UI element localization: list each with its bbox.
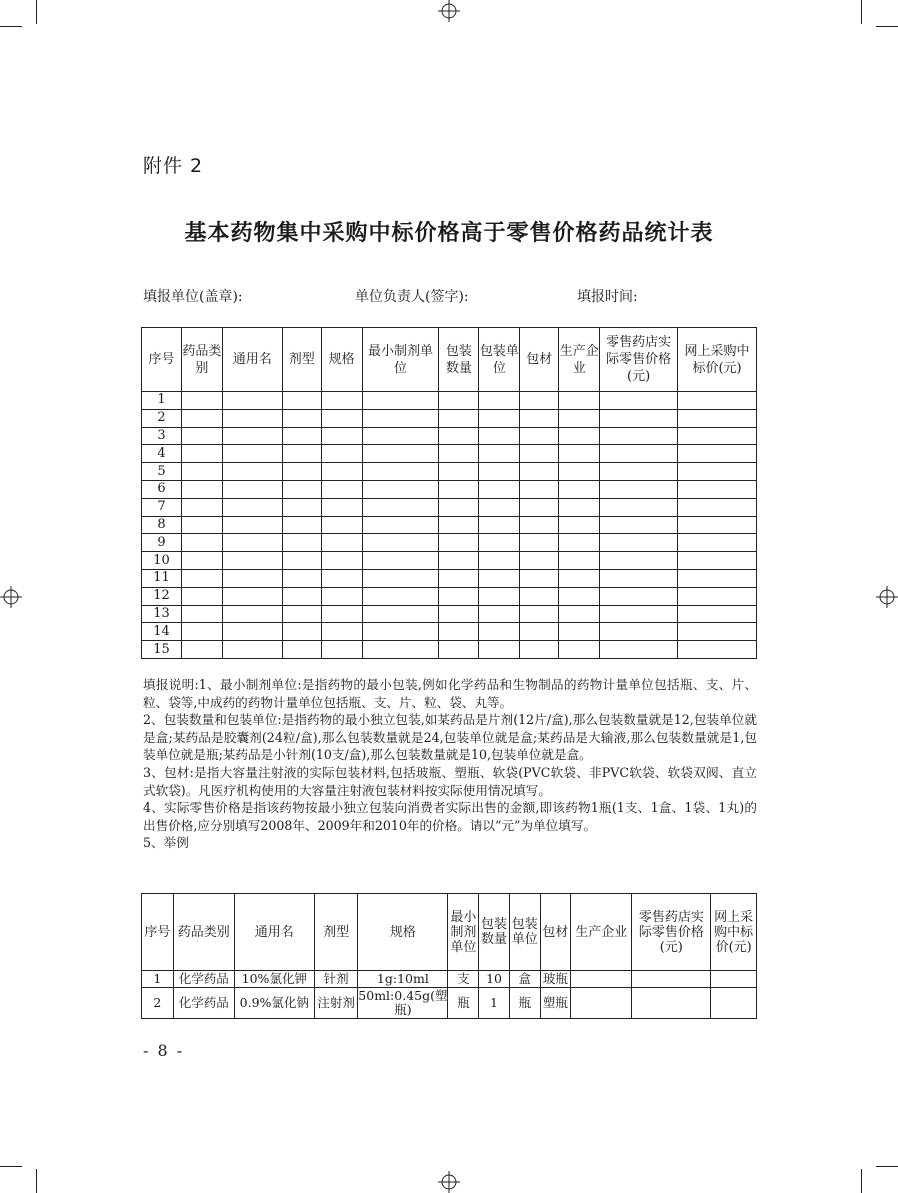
statistics-table <box>141 327 757 659</box>
table-header-cell: 最小制剂单位 <box>362 328 439 392</box>
table-cell <box>559 480 600 498</box>
table-cell <box>282 605 321 623</box>
crop-mark <box>0 26 22 27</box>
table-cell <box>632 988 711 1019</box>
row-number-cell: 2 <box>142 409 182 427</box>
table-header-cell: 包装单位 <box>509 894 540 971</box>
table-cell <box>181 480 222 498</box>
table-cell <box>362 445 439 463</box>
page-title: 基本药物集中采购中标价格高于零售价格药品统计表 <box>184 220 714 246</box>
table-cell: 支 <box>448 971 479 988</box>
table-row <box>142 552 757 570</box>
table-cell <box>678 587 757 605</box>
table-cell <box>600 623 678 641</box>
table-cell <box>559 552 600 570</box>
crop-mark <box>861 1169 862 1193</box>
table-cell <box>181 463 222 481</box>
table-cell <box>282 641 321 659</box>
table-cell: 1 <box>479 988 510 1019</box>
table-cell <box>439 498 479 516</box>
table-cell <box>362 392 439 410</box>
row-number-cell: 6 <box>142 480 182 498</box>
table-cell: 玻瓶 <box>540 971 571 988</box>
table-row <box>142 498 757 516</box>
table-cell <box>479 605 520 623</box>
table-cell <box>181 569 222 587</box>
table-cell <box>600 516 678 534</box>
table-cell <box>362 409 439 427</box>
table-cell <box>222 605 282 623</box>
table-cell <box>222 641 282 659</box>
table-cell <box>520 409 559 427</box>
table-cell <box>678 605 757 623</box>
table-cell <box>282 445 321 463</box>
table-header-cell: 剂型 <box>282 328 321 392</box>
table-cell <box>600 463 678 481</box>
table-cell <box>362 463 439 481</box>
table-cell <box>222 463 282 481</box>
table-cell <box>439 445 479 463</box>
row-number-cell: 8 <box>142 516 182 534</box>
row-number-cell: 1 <box>142 392 182 410</box>
table-cell: 1g:10ml <box>358 971 448 988</box>
table-cell <box>181 445 222 463</box>
table-cell <box>678 392 757 410</box>
table-cell <box>632 971 711 988</box>
table-header-cell: 包装数量 <box>479 894 510 971</box>
fill-info-line <box>143 286 763 306</box>
table-cell <box>181 409 222 427</box>
table-cell <box>571 988 632 1019</box>
table-cell <box>559 623 600 641</box>
table-row <box>142 427 757 445</box>
table-cell <box>181 587 222 605</box>
table-cell <box>362 427 439 445</box>
table-cell <box>222 392 282 410</box>
table-row <box>142 587 757 605</box>
table-header-cell: 生产企业 <box>571 894 632 971</box>
table-cell: 注射剂 <box>314 988 357 1019</box>
note-paragraph: 2、包装数量和包装单位:是指药物的最小独立包装,如某药品是片剂(12片/盒),那么包装数量就是12,包装单位就是盒;某药品是胶囊剂(24粒/盒),那么包装数量就是24,包装单位就是盒;某药品是大输液,那么包装数量就是1,包装单位就是瓶;某药品是小针剂(10支/盒),那么包装数量就是10,包装单位就是盒。 <box>143 712 757 763</box>
table-header-cell: 规格 <box>321 328 362 392</box>
table-row <box>142 463 757 481</box>
registration-mark-icon <box>438 1171 460 1193</box>
crop-mark <box>36 1169 37 1193</box>
table-cell <box>600 498 678 516</box>
table-row <box>142 409 757 427</box>
table-row <box>142 971 757 988</box>
table-cell <box>439 463 479 481</box>
table-cell <box>678 445 757 463</box>
table-cell: 针剂 <box>314 971 357 988</box>
table-cell <box>362 605 439 623</box>
table-row <box>142 569 757 587</box>
table-header-cell: 药品类别 <box>173 894 234 971</box>
table-cell <box>600 605 678 623</box>
table-cell <box>439 569 479 587</box>
table-cell <box>479 623 520 641</box>
table-cell <box>439 409 479 427</box>
table-header-cell: 序号 <box>142 894 174 971</box>
table-cell <box>520 623 559 641</box>
table-cell <box>559 409 600 427</box>
table-header-cell: 规格 <box>358 894 448 971</box>
table-cell <box>222 445 282 463</box>
table-cell <box>321 498 362 516</box>
table-cell <box>282 480 321 498</box>
table-cell <box>439 552 479 570</box>
table-cell <box>600 392 678 410</box>
table-cell <box>222 534 282 552</box>
table-header-cell: 零售药店实际零售价格(元) <box>632 894 711 971</box>
table-cell <box>222 552 282 570</box>
row-number-cell: 14 <box>142 623 182 641</box>
table-cell <box>678 463 757 481</box>
table-cell <box>479 445 520 463</box>
table-cell <box>520 569 559 587</box>
table-cell <box>479 569 520 587</box>
table-cell <box>520 498 559 516</box>
table-header-cell: 包装单位 <box>479 328 520 392</box>
row-number-cell: 9 <box>142 534 182 552</box>
table-cell: 2 <box>142 988 174 1019</box>
table-cell <box>362 552 439 570</box>
table-cell <box>362 623 439 641</box>
table-header-cell: 最小制剂单位 <box>448 894 479 971</box>
table-cell <box>282 534 321 552</box>
registration-mark-icon <box>876 586 898 608</box>
table-cell <box>559 498 600 516</box>
table-cell <box>439 623 479 641</box>
row-number-cell: 13 <box>142 605 182 623</box>
table-header-cell: 包材 <box>520 328 559 392</box>
table-cell <box>321 552 362 570</box>
fill-responsible-label: 单位负责人(签字): <box>355 289 469 305</box>
table-cell <box>559 569 600 587</box>
table-cell <box>321 463 362 481</box>
table-cell <box>600 480 678 498</box>
note-paragraph: 填报说明:1、最小制剂单位:是指药物的最小包装,例如化学药品和生物制品的药物计量单位包括瓶、支、片、粒、袋等,中成药的药物计量单位包括瓶、支、片、粒、袋、丸等。 <box>143 677 757 710</box>
table-cell: 塑瓶 <box>540 988 571 1019</box>
table-cell <box>520 463 559 481</box>
table-cell <box>321 427 362 445</box>
table-cell <box>321 480 362 498</box>
table-cell <box>479 480 520 498</box>
row-number-cell: 10 <box>142 552 182 570</box>
table-cell <box>559 534 600 552</box>
table-cell <box>600 427 678 445</box>
table-header-cell: 生产企业 <box>559 328 600 392</box>
table-cell <box>181 552 222 570</box>
table-cell <box>181 534 222 552</box>
table-cell <box>479 516 520 534</box>
table-cell <box>559 587 600 605</box>
page-number: - 8 - <box>143 1041 185 1060</box>
table-row <box>142 623 757 641</box>
table-cell <box>439 587 479 605</box>
table-cell <box>559 445 600 463</box>
table-cell <box>520 392 559 410</box>
table-row <box>142 988 757 1019</box>
table-cell <box>600 569 678 587</box>
table-header-cell: 包装数量 <box>439 328 479 392</box>
table-cell <box>479 392 520 410</box>
table-row <box>142 641 757 659</box>
table-cell <box>362 480 439 498</box>
table-row <box>142 445 757 463</box>
table-cell <box>439 516 479 534</box>
table-cell: 10 <box>479 971 510 988</box>
table-cell <box>600 445 678 463</box>
registration-mark-icon <box>0 586 22 608</box>
table-cell <box>439 605 479 623</box>
table-cell <box>321 534 362 552</box>
crop-mark <box>876 26 898 27</box>
table-cell <box>362 641 439 659</box>
table-cell <box>678 569 757 587</box>
table-cell <box>520 445 559 463</box>
table-cell: 化学药品 <box>173 971 234 988</box>
table-header-cell: 通用名 <box>222 328 282 392</box>
table-cell <box>321 605 362 623</box>
table-cell <box>479 641 520 659</box>
table-cell <box>222 569 282 587</box>
table-cell: 化学药品 <box>173 988 234 1019</box>
table-cell <box>321 587 362 605</box>
table-cell <box>321 516 362 534</box>
table-cell <box>439 427 479 445</box>
table-cell <box>181 641 222 659</box>
table-cell <box>479 498 520 516</box>
table-header-cell: 序号 <box>142 328 182 392</box>
table-cell <box>559 392 600 410</box>
table-cell <box>321 641 362 659</box>
attachment-label: 附件 2 <box>143 155 204 177</box>
table-cell <box>321 409 362 427</box>
table-cell <box>571 971 632 988</box>
crop-mark <box>876 1166 898 1167</box>
table-cell <box>222 409 282 427</box>
table-cell <box>282 623 321 641</box>
table-cell <box>181 427 222 445</box>
note-paragraph: 4、实际零售价格是指该药物按最小独立包装向消费者实际出售的金额,即该药物1瓶(1支、1盒、1袋、1丸)的出售价格,应分别填写2008年、2009年和2010年的价格。请以“元”为单位填写。 <box>143 800 757 833</box>
table-cell: 盒 <box>509 971 540 988</box>
table-cell <box>181 392 222 410</box>
table-cell <box>222 587 282 605</box>
table-cell: 1 <box>142 971 174 988</box>
table-cell <box>600 534 678 552</box>
table-cell <box>678 480 757 498</box>
fill-unit-label: 填报单位(盖章): <box>143 289 243 305</box>
table-cell <box>600 552 678 570</box>
row-number-cell: 15 <box>142 641 182 659</box>
table-cell: 瓶 <box>448 988 479 1019</box>
table-cell <box>282 552 321 570</box>
table-cell <box>559 427 600 445</box>
example-table <box>141 893 757 1019</box>
instructions <box>143 676 757 852</box>
table-header-cell: 通用名 <box>234 894 314 971</box>
table-cell <box>520 534 559 552</box>
row-number-cell: 5 <box>142 463 182 481</box>
table-cell <box>678 516 757 534</box>
table-cell <box>362 516 439 534</box>
table-header-cell: 包材 <box>540 894 571 971</box>
table-cell <box>479 552 520 570</box>
table-cell <box>181 623 222 641</box>
table-cell <box>520 605 559 623</box>
table-cell <box>520 587 559 605</box>
table-cell <box>181 498 222 516</box>
table-cell <box>439 641 479 659</box>
table-cell <box>678 427 757 445</box>
table-cell <box>321 623 362 641</box>
table-header-cell: 零售药店实际零售价格(元) <box>600 328 678 392</box>
row-number-cell: 3 <box>142 427 182 445</box>
table-cell <box>282 498 321 516</box>
table-row <box>142 534 757 552</box>
table-header-cell: 网上采购中标价(元) <box>711 894 757 971</box>
table-cell <box>520 427 559 445</box>
table-cell <box>181 516 222 534</box>
table-cell <box>222 516 282 534</box>
table-cell <box>321 569 362 587</box>
table-cell <box>321 445 362 463</box>
table-cell <box>600 587 678 605</box>
table-cell <box>678 409 757 427</box>
table-row <box>142 516 757 534</box>
table-cell <box>559 463 600 481</box>
table-cell <box>711 988 757 1019</box>
table-cell <box>282 587 321 605</box>
table-cell <box>321 392 362 410</box>
table-cell <box>559 641 600 659</box>
table-header-cell: 剂型 <box>314 894 357 971</box>
table-cell <box>222 427 282 445</box>
table-header-cell: 网上采购中标价(元) <box>678 328 757 392</box>
table-cell <box>282 409 321 427</box>
note-paragraph: 3、包材:是指大容量注射液的实际包装材料,包括玻瓶、塑瓶、软袋(PVC软袋、非PVC软袋、软袋双阀、直立式软袋)。凡医疗机构使用的大容量注射液包装材料按实际使用情况填写。 <box>143 764 757 798</box>
table-cell <box>282 392 321 410</box>
table-row <box>142 392 757 410</box>
table-cell <box>282 463 321 481</box>
row-number-cell: 4 <box>142 445 182 463</box>
table-cell: 50ml:0.45g(塑瓶) <box>358 988 448 1017</box>
table-cell <box>282 427 321 445</box>
table-cell <box>362 498 439 516</box>
row-number-cell: 11 <box>142 569 182 587</box>
table-cell <box>559 516 600 534</box>
table-cell: 10%氯化钾 <box>234 971 314 988</box>
table-cell <box>559 605 600 623</box>
table-cell <box>439 392 479 410</box>
registration-mark-icon <box>438 0 460 22</box>
table-header-row <box>142 894 757 971</box>
table-cell <box>362 534 439 552</box>
row-number-cell: 7 <box>142 498 182 516</box>
table-cell <box>439 480 479 498</box>
table-cell <box>520 480 559 498</box>
table-cell <box>222 623 282 641</box>
table-row <box>142 480 757 498</box>
table-cell <box>520 641 559 659</box>
table-cell: 0.9%氯化钠 <box>234 988 314 1019</box>
table-cell <box>479 587 520 605</box>
table-cell <box>678 641 757 659</box>
table-cell <box>479 534 520 552</box>
table-cell <box>479 463 520 481</box>
table-header-row <box>142 328 757 392</box>
table-cell <box>678 623 757 641</box>
table-cell <box>520 516 559 534</box>
table-cell: 瓶 <box>509 988 540 1019</box>
crop-mark <box>36 0 37 24</box>
table-cell <box>479 427 520 445</box>
table-cell <box>181 605 222 623</box>
crop-mark <box>0 1166 22 1167</box>
table-cell <box>600 409 678 427</box>
table-cell <box>282 569 321 587</box>
fill-time-label: 填报时间: <box>577 289 638 305</box>
table-row <box>142 605 757 623</box>
table-cell <box>439 534 479 552</box>
table-cell <box>600 641 678 659</box>
table-cell <box>222 480 282 498</box>
table-cell <box>711 971 757 988</box>
table-cell <box>362 587 439 605</box>
table-cell <box>222 498 282 516</box>
row-number-cell: 12 <box>142 587 182 605</box>
table-cell <box>282 516 321 534</box>
note-paragraph: 5、举例 <box>143 835 189 851</box>
table-cell <box>479 409 520 427</box>
table-cell <box>678 534 757 552</box>
table-cell <box>362 569 439 587</box>
table-cell <box>520 552 559 570</box>
table-header-cell: 药品类别 <box>181 328 222 392</box>
table-cell <box>678 498 757 516</box>
table-cell <box>678 552 757 570</box>
crop-mark <box>861 0 862 24</box>
